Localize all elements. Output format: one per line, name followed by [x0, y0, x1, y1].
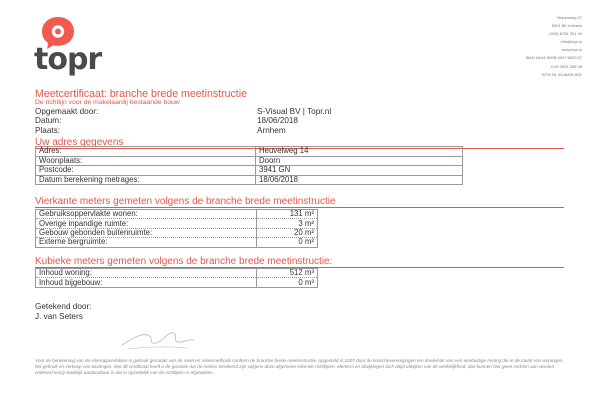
address-label: Postcode:	[36, 166, 256, 176]
handwritten-signature	[118, 325, 198, 353]
measure-label: Inhoud bijgebouw:	[36, 278, 257, 287]
company-website: www.topr.nl	[561, 47, 582, 53]
address-value: Doorn	[256, 156, 463, 166]
company-city: 6901 BK Arnhem	[551, 23, 582, 29]
meta-label: Datum:	[35, 116, 62, 126]
square-meters-heading: Vierkante meters gemeten volgens de branche brede meetinstructie	[35, 196, 336, 207]
measure-label: Externe bergruimte:	[36, 238, 257, 247]
table-row	[36, 147, 463, 157]
table-row	[36, 269, 318, 278]
certificate-subtitle: De richtlijn voor de makelaardij bestaande bouw	[35, 99, 180, 106]
address-table	[35, 146, 463, 185]
table-row	[36, 228, 318, 237]
cubic-meters-table	[35, 268, 318, 288]
measure-value: 3 m²	[257, 219, 318, 228]
meta-value: Arnhem	[257, 125, 286, 135]
table-row	[36, 219, 318, 228]
table-row	[36, 156, 463, 166]
logo-wordmark: topr	[34, 42, 102, 77]
meta-label: Opgemaakt door:	[35, 107, 99, 116]
meta-value: S-Visual BV | Topr.nl	[257, 107, 332, 116]
table-row	[36, 238, 318, 247]
section-divider	[35, 207, 564, 208]
company-kvk: KvK 0901 338 08	[551, 63, 582, 69]
signed-by-label: Getekend door:	[35, 302, 92, 311]
measure-value: 0 m³	[257, 278, 318, 287]
company-info	[422, 14, 582, 79]
address-value: 3941 GN	[256, 166, 463, 176]
measure-label: Gebouw gebonden buitenruimte:	[36, 228, 257, 237]
table-row	[36, 278, 318, 287]
table-row	[36, 210, 318, 219]
measure-value: 131 m²	[257, 210, 318, 219]
address-label: Woonplaats:	[36, 156, 256, 166]
meta-label: Plaats:	[35, 125, 61, 135]
signature-block	[35, 302, 91, 322]
certificate-title: Meetcertificaat: branche brede meetinstructie	[35, 88, 247, 100]
signer-name: J. van Seters	[35, 312, 83, 321]
address-label: Datum berekening metrages:	[36, 175, 256, 185]
address-value: 18/06/2018	[256, 175, 463, 185]
company-street: Velpenweg 27	[556, 15, 582, 20]
measure-label: Inhoud woning:	[36, 269, 257, 278]
measure-label: Gebruiksoppervlakte wonen:	[36, 210, 257, 219]
meta-value: 18/06/2018	[257, 116, 298, 126]
measure-value: 20 m²	[257, 228, 318, 237]
address-heading: Uw adres gegevens	[35, 137, 124, 148]
measure-label: Overige inpandige ruimte:	[36, 219, 257, 228]
table-row	[36, 166, 463, 176]
company-email: info@topr.nl	[560, 39, 582, 45]
topr-logo	[34, 15, 124, 75]
measure-value: 0 m²	[257, 238, 318, 247]
address-label: Adres:	[36, 147, 256, 157]
company-phone: (026) 8781 001 40	[549, 31, 582, 37]
address-value: Heuvelweg 14	[256, 147, 463, 157]
square-meters-table	[35, 209, 318, 248]
table-row	[36, 175, 463, 185]
company-btw: BTW NL 8146456 B01	[542, 71, 582, 77]
disclaimer-text: Voor de berekening van de vloeroppervlakten is gebruik gemaakt van de meet en rekenmethode conform de branche brede meetinstructie, opgesteld in 2007 door de brancheverenigingen ten doeleinde van een eenduidige meting die in de markt van woningen, het gebruik en verkoop van woningen. Met dit certificaat heeft u de garantie dat de meters berekend zijn volgens deze algemeen erkende richtlijnen. Merkers en afwijkingen toch altijd afwijken van de werkelijkheid, dan kunnen hier geen rechten aan worden ontleend tenzij duidelijk aantoonbaar is dat er opzettelijk van de richtlijnen is afgeweken.	[35, 358, 564, 376]
cubic-meters-heading: Kubieke meters gemeten volgens de branche brede meetinstructie:	[35, 256, 333, 267]
company-iban: IBAN NL64 INGB 0007 6600 57	[525, 55, 582, 61]
measure-value: 512 m³	[257, 269, 318, 278]
